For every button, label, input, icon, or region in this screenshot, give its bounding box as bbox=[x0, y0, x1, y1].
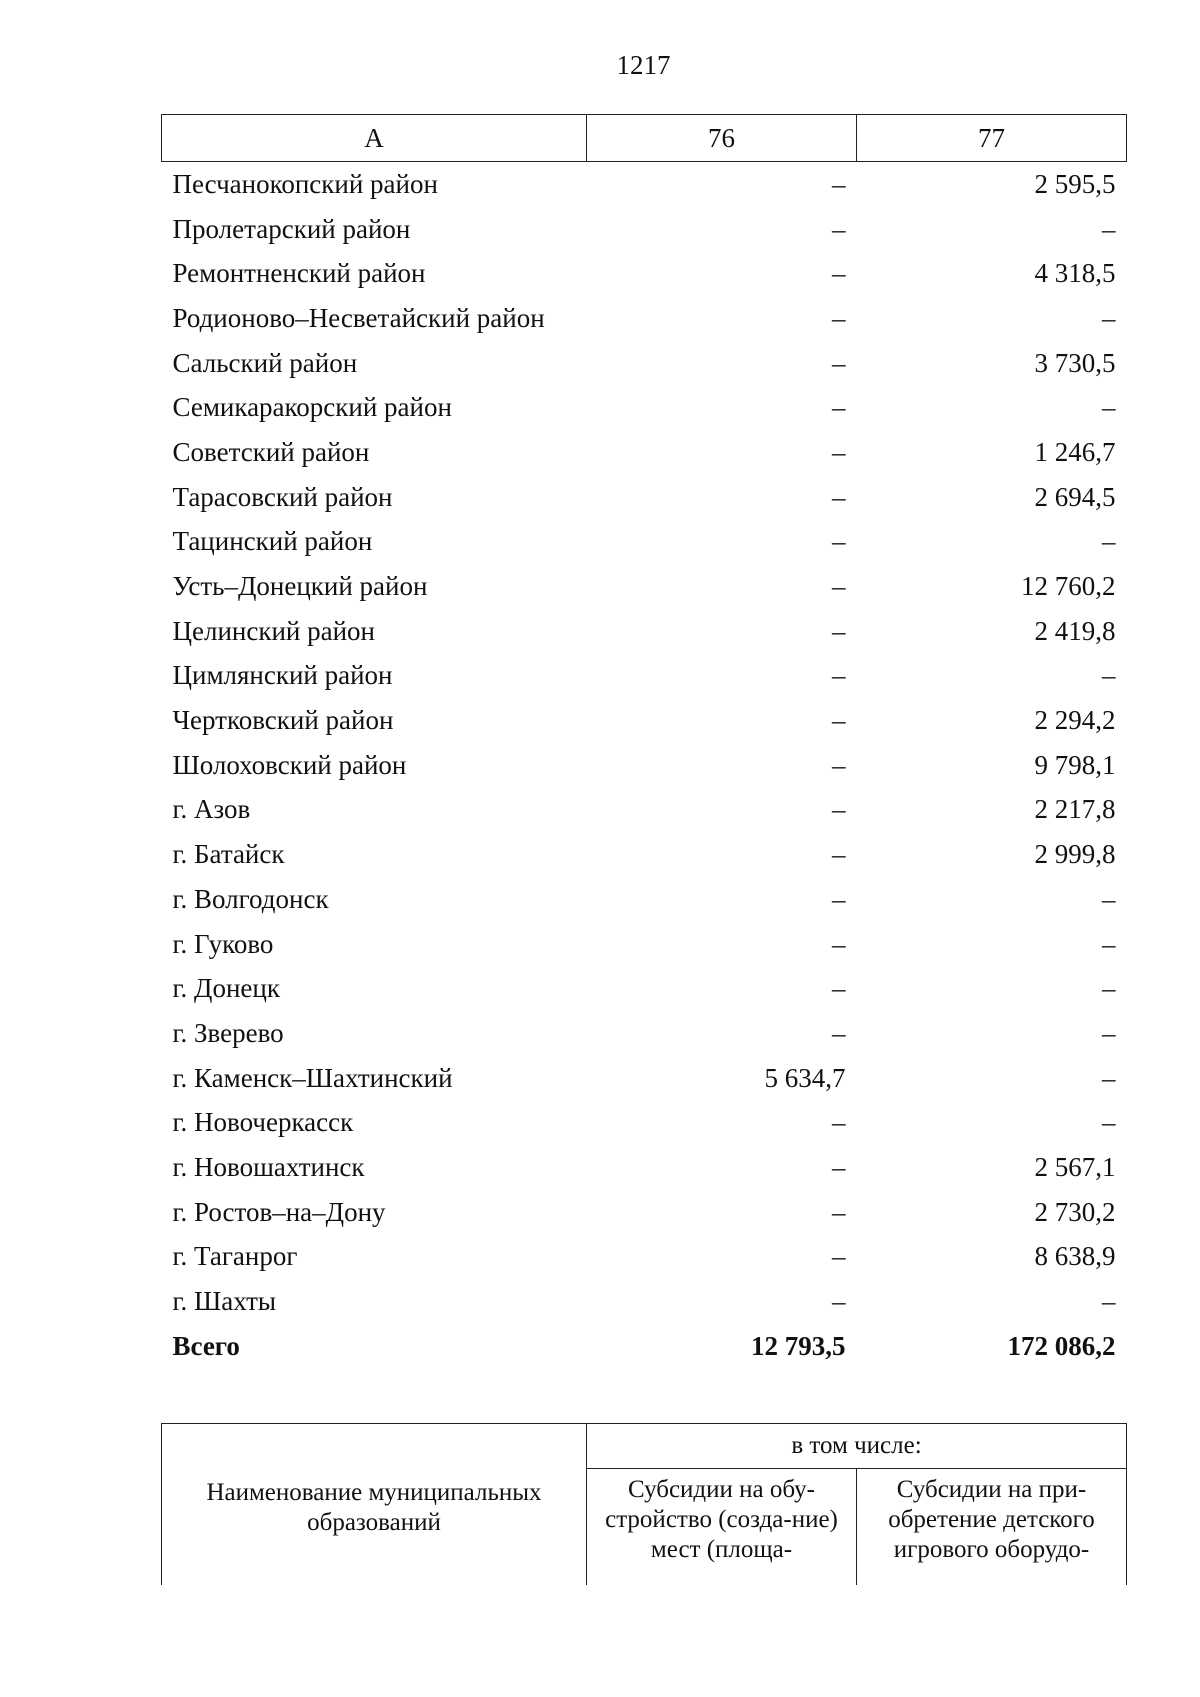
table-row bbox=[162, 1100, 1127, 1145]
value-col-76: – bbox=[832, 705, 846, 736]
value-col-76: – bbox=[832, 347, 846, 378]
municipality-name: Тацинский район bbox=[172, 526, 373, 557]
value-col-77: – bbox=[1102, 1062, 1116, 1093]
municipality-name: г. Зверево bbox=[172, 1017, 284, 1048]
value-col-77: 2 419,8 bbox=[1034, 615, 1116, 646]
value-col-77: – bbox=[1102, 213, 1116, 244]
value-col-77: – bbox=[1102, 392, 1116, 423]
municipality-name: Советский район bbox=[172, 436, 370, 467]
value-col-76: – bbox=[832, 481, 846, 512]
value-col-77: 2 999,8 bbox=[1034, 839, 1116, 870]
value-col-77: – bbox=[1102, 928, 1116, 959]
municipality-name: г. Батайск bbox=[172, 839, 285, 870]
value-col-76: – bbox=[832, 1017, 846, 1048]
table-row bbox=[162, 877, 1127, 922]
total-col-77: 172 086,2 bbox=[1007, 1330, 1116, 1361]
value-col-76: – bbox=[832, 1241, 846, 1272]
value-col-76: – bbox=[832, 436, 846, 467]
table-row bbox=[162, 296, 1127, 341]
table-row bbox=[162, 1145, 1127, 1190]
table-row bbox=[162, 1235, 1127, 1280]
table-row bbox=[162, 1279, 1127, 1324]
value-col-76: – bbox=[832, 1107, 846, 1138]
value-col-76: – bbox=[832, 973, 846, 1004]
value-col-76: – bbox=[832, 168, 846, 199]
municipality-name: Пролетарский район bbox=[172, 213, 411, 244]
table-row bbox=[162, 966, 1127, 1011]
table-header-row bbox=[162, 115, 1127, 162]
municipality-name: Семикаракорский район bbox=[172, 392, 452, 423]
value-col-77: – bbox=[1102, 883, 1116, 914]
value-col-76: – bbox=[832, 794, 846, 825]
table-row bbox=[162, 1190, 1127, 1235]
municipality-name: г. Каменск–Шахтинский bbox=[172, 1062, 453, 1093]
value-col-77: 9 798,1 bbox=[1034, 749, 1116, 780]
value-col-77: 12 760,2 bbox=[1021, 571, 1116, 602]
value-col-76: 5 634,7 bbox=[764, 1062, 846, 1093]
municipality-name: Целинский район bbox=[172, 615, 375, 646]
table-row bbox=[162, 162, 1127, 207]
table-row bbox=[162, 430, 1127, 475]
value-col-76: – bbox=[832, 1196, 846, 1227]
data-table bbox=[161, 114, 1127, 1369]
municipality-name: Песчанокопский район bbox=[172, 168, 438, 199]
value-col-77: – bbox=[1102, 526, 1116, 557]
table-row bbox=[162, 609, 1127, 654]
value-col-77: 2 294,2 bbox=[1034, 705, 1116, 736]
value-col-76: – bbox=[832, 213, 846, 244]
table-row bbox=[162, 698, 1127, 743]
table-row bbox=[162, 520, 1127, 565]
value-col-76: – bbox=[832, 258, 846, 289]
value-col-77: 2 730,2 bbox=[1034, 1196, 1116, 1227]
municipality-name: Шолоховский район bbox=[172, 749, 407, 780]
value-col-77: 3 730,5 bbox=[1034, 347, 1116, 378]
value-col-77: 4 318,5 bbox=[1034, 258, 1116, 289]
table-row bbox=[162, 922, 1127, 967]
table-row bbox=[162, 788, 1127, 833]
value-col-77: 2 595,5 bbox=[1034, 168, 1116, 199]
table-row bbox=[162, 832, 1127, 877]
subsidy-arrangement-header: Субсидии на обу-стройство (созда-ние) мест (площа- bbox=[587, 1469, 857, 1586]
value-col-76: – bbox=[832, 660, 846, 691]
municipality-name: г. Новочеркасск bbox=[172, 1107, 354, 1138]
table-row bbox=[162, 654, 1127, 699]
value-col-77: 2 567,1 bbox=[1034, 1151, 1116, 1182]
value-col-76: – bbox=[832, 526, 846, 557]
municipality-name: Тарасовский район bbox=[172, 481, 393, 512]
total-label: Всего bbox=[172, 1330, 240, 1361]
value-col-76: – bbox=[832, 302, 846, 333]
municipality-name: г. Азов bbox=[172, 794, 251, 825]
value-col-77: – bbox=[1102, 302, 1116, 333]
table-row bbox=[162, 1056, 1127, 1101]
value-col-77: 2 217,8 bbox=[1034, 794, 1116, 825]
header-col-76: 76 bbox=[587, 115, 857, 162]
value-col-76: – bbox=[832, 749, 846, 780]
table-row bbox=[162, 207, 1127, 252]
table-row bbox=[162, 475, 1127, 520]
header-col-77: 77 bbox=[857, 115, 1127, 162]
municipality-name: г. Новошахтинск bbox=[172, 1151, 365, 1182]
table-row bbox=[162, 251, 1127, 296]
value-col-77: – bbox=[1102, 973, 1116, 1004]
subsidy-equipment-header: Субсидии на при-обретение детского игрового оборудо- bbox=[857, 1469, 1127, 1586]
value-col-77: – bbox=[1102, 1107, 1116, 1138]
value-col-77: 2 694,5 bbox=[1034, 481, 1116, 512]
municipality-name-header: Наименование муниципальных образований bbox=[162, 1424, 587, 1586]
municipality-name: Сальский район bbox=[172, 347, 358, 378]
municipality-name: г. Ростов–на–Дону bbox=[172, 1196, 386, 1227]
value-col-77: 1 246,7 bbox=[1034, 436, 1116, 467]
municipality-name: Ремонтненский район bbox=[172, 258, 426, 289]
municipality-name: Цимлянский район bbox=[172, 660, 393, 691]
value-col-77: 8 638,9 bbox=[1034, 1241, 1116, 1272]
total-col-76: 12 793,5 bbox=[751, 1330, 846, 1361]
value-col-76: – bbox=[832, 615, 846, 646]
municipality-name: Родионово–Несветайский район bbox=[172, 302, 545, 333]
value-col-77: – bbox=[1102, 1286, 1116, 1317]
value-col-76: – bbox=[832, 1151, 846, 1182]
header-col-a: А bbox=[162, 115, 587, 162]
table-row bbox=[162, 385, 1127, 430]
municipality-name: г. Таганрог bbox=[172, 1241, 298, 1272]
municipality-name: Усть–Донецкий район bbox=[172, 571, 428, 602]
total-row bbox=[162, 1324, 1127, 1369]
table-row bbox=[162, 341, 1127, 386]
value-col-76: – bbox=[832, 571, 846, 602]
municipality-name: г. Гуково bbox=[172, 928, 274, 959]
including-group-header: в том числе: bbox=[587, 1424, 1127, 1469]
table-row bbox=[162, 1011, 1127, 1056]
municipality-name: г. Волгодонск bbox=[172, 883, 329, 914]
page-number: 1217 bbox=[616, 50, 671, 80]
municipality-name: г. Шахты bbox=[172, 1286, 277, 1317]
municipality-name: Чертковский район bbox=[172, 705, 394, 736]
table-row bbox=[162, 743, 1127, 788]
value-col-76: – bbox=[832, 928, 846, 959]
table-body bbox=[162, 162, 1127, 1369]
value-col-76: – bbox=[832, 883, 846, 914]
value-col-76: – bbox=[832, 1286, 846, 1317]
municipality-name: г. Донецк bbox=[172, 973, 280, 1004]
value-col-76: – bbox=[832, 392, 846, 423]
table-row bbox=[162, 564, 1127, 609]
next-table-header bbox=[161, 1423, 1127, 1585]
value-col-76: – bbox=[832, 839, 846, 870]
value-col-77: – bbox=[1102, 1017, 1116, 1048]
value-col-77: – bbox=[1102, 660, 1116, 691]
